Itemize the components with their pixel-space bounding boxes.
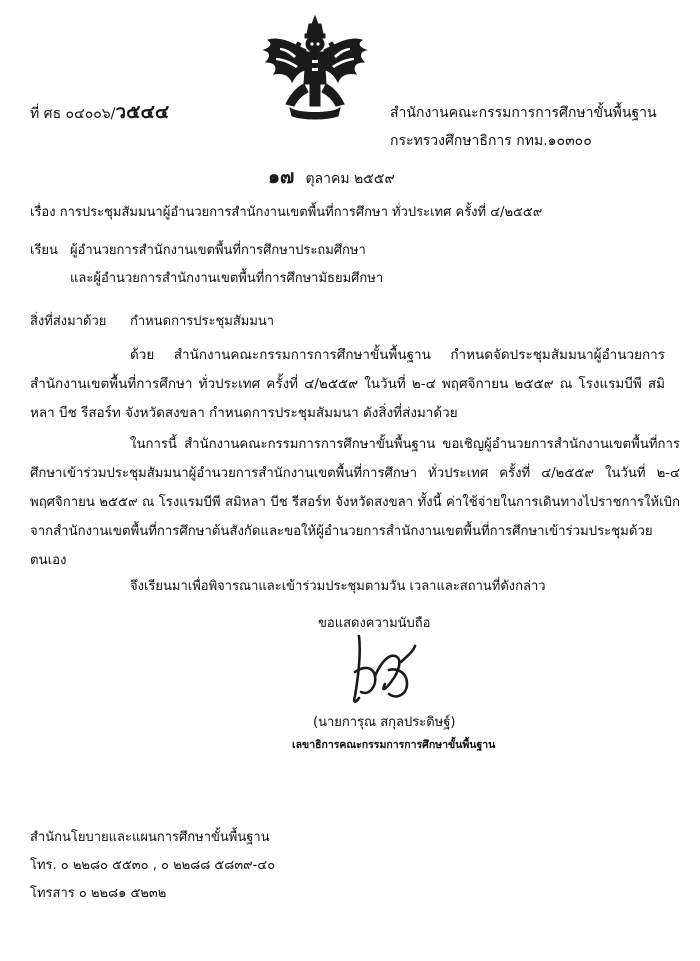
enclosure-text: กำหนดการประชุมสัมมนา	[130, 314, 275, 329]
date-day-handwritten: ๑๗	[268, 166, 295, 188]
garuda-emblem-icon	[260, 14, 370, 122]
footer-phone: โทร. ๐ ๒๒๘๐ ๕๕๓๐ , ๐ ๒๒๘๘ ๕๘๓๙-๔๐	[30, 858, 276, 873]
date-month-year: ตุลาคม ๒๕๕๙	[305, 171, 395, 187]
to-label: เรียน	[30, 243, 58, 258]
office-address: กระทรวงศึกษาธิการ กทม.๑๐๓๐๐	[390, 133, 592, 149]
subject-line: เรื่อง การประชุมสัมมนาผู้อำนวยการสำนักงานเขตพื้นที่การศึกษา ทั่วประเทศ ครั้งที่ ๔/๒๕๕๙	[30, 205, 543, 220]
reference-prefix: ที่ ศธ ๐๔๐๐๖/	[30, 106, 116, 122]
reference-number	[30, 103, 169, 122]
handwritten-signature	[345, 632, 420, 708]
to-recipient-1: ผู้อำนวยการสำนักงานเขตพื้นที่การศึกษาประถมศึกษา	[70, 243, 366, 258]
enclosure-label: สิ่งที่ส่งมาด้วย	[30, 314, 107, 329]
footer-office: สำนักนโยบายและแผนการศึกษาขั้นพื้นฐาน	[30, 830, 270, 845]
footer-fax: โทรสาร ๐ ๒๒๘๑ ๕๒๓๒	[30, 886, 167, 901]
to-recipient-2: และผู้อำนวยการสำนักงานเขตพื้นที่การศึกษามัธยมศึกษา	[70, 271, 384, 286]
body-paragraph-2	[30, 430, 680, 575]
signer-name: (นายการุณ สกุลประดิษฐ์)	[313, 715, 456, 730]
body-paragraph-1	[30, 341, 665, 428]
body-paragraph-3: จึงเรียนมาเพื่อพิจารณาและเข้าร่วมประชุมตามวัน เวลาและสถานที่ดังกล่าว	[130, 579, 546, 594]
letter-date	[268, 168, 395, 187]
closing-phrase: ขอแสดงความนับถือ	[318, 616, 431, 631]
signer-title: เลขาธิการคณะกรรมการการศึกษาขั้นพื้นฐาน	[292, 739, 496, 751]
body-paragraph-2-text: ในการนี้ สำนักงานคณะกรรมการการศึกษาขั้นพื้นฐาน ขอเชิญผู้อำนวยการสำนักงานเขตพื้นที่การศึกษาเข้าร่วมประชุมสัมมนาผู้อำนวยการสำนักงานเขตพื้นที่การศึกษา ทั่วประเทศ ครั้งที่ ๔/๒๕๕๙ ในวันที่ ๒-๔ พฤศจิกายน ๒๕๕๙ ณ โรงแรมบีพี สมิหลา บีช รีสอร์ท จังหวัดสงขลา ทั้งนี้ ค่าใช้จ่ายในการเดินทางไปราชการให้เบิกจากสำนักงานเขตพื้นที่การศึกษาต้นสังกัดและขอให้ผู้อำนวยการสำนักงานเขตพื้นที่การศึกษาเข้าร่วมประชุมด้วยตนเอง	[30, 437, 680, 568]
reference-handwritten-number: ว๕๔๔	[115, 101, 170, 123]
office-name: สำนักงานคณะกรรมการการศึกษาขั้นพื้นฐาน	[390, 105, 657, 121]
body-paragraph-1-text: ด้วย สำนักงานคณะกรรมการการศึกษาขั้นพื้นฐาน กำหนดจัดประชุมสัมมนาผู้อำนวยการสำนักงานเขตพื้นที่การศึกษา ทั่วประเทศ ครั้งที่ ๔/๒๕๕๙ ในวันที่ ๒-๔ พฤศจิกายน ๒๕๕๙ ณ โรงแรมบีพี สมิหลา บีช รีสอร์ท จังหวัดสงขลา กำหนดการประชุมสัมมนา ดังสิ่งที่ส่งมาด้วย	[30, 347, 665, 421]
